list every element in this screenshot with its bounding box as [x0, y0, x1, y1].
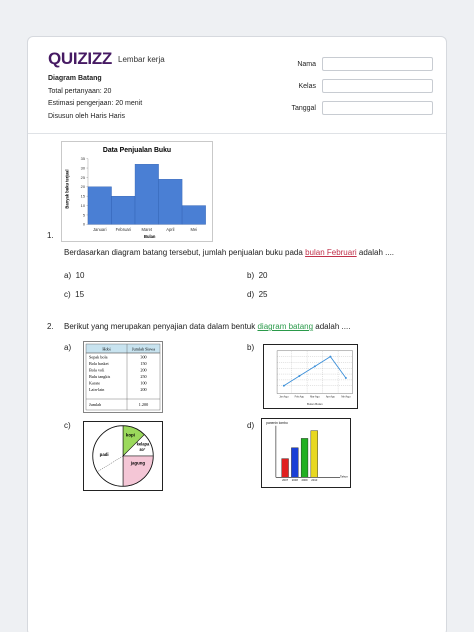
y-tick-label: 35 — [80, 156, 86, 162]
line-chart-tick: Apr Agu — [325, 395, 335, 399]
question-2-number: 2. — [47, 322, 54, 331]
x-tick-label: Maret — [141, 227, 153, 233]
q1-text-part: Berdasarkan diagram batang tersebut, jumlah penjualan buku pada — [64, 248, 306, 257]
x-tick-label: Februari — [115, 227, 131, 233]
sales-bar-chart — [61, 141, 213, 242]
q2-text-part: Berikut yang merupakan penyajian data dalam bentuk — [64, 322, 258, 331]
q2-option-b-label[interactable]: b) — [247, 343, 255, 352]
option-label: c) — [64, 290, 71, 299]
pie-label-jagung: jagung — [130, 460, 146, 466]
option-label: d) — [247, 290, 255, 299]
option-value: 10 — [75, 271, 85, 280]
table-cell: Karate — [89, 380, 101, 386]
name-label: Nama — [297, 60, 316, 68]
option-value: 15 — [75, 290, 85, 299]
date-field[interactable] — [322, 101, 433, 115]
table-total-label: Jumlah — [89, 402, 102, 407]
bar-maret — [135, 164, 159, 224]
q1-option-d[interactable] — [247, 290, 267, 299]
bar-tick-label: 2010 — [311, 479, 318, 483]
bar-tick-label: 2008 — [291, 479, 298, 483]
line-chart-tick: Jan Agu — [279, 395, 289, 399]
question-1-number: 1. — [47, 231, 54, 240]
bar-tick-label: 2007 — [282, 479, 289, 483]
chart-y-label: Banyak buku terjual — [64, 169, 70, 209]
q2-option-c-label[interactable]: c) — [64, 421, 71, 430]
date-row — [278, 97, 433, 119]
option-value: 20 — [258, 271, 268, 280]
logo — [48, 49, 165, 69]
line-chart-image[interactable] — [263, 344, 358, 409]
line-chart-tick: Feb Agu — [294, 395, 305, 399]
line-chart-tick: Mar Agu — [310, 395, 320, 399]
q2-option-d-label[interactable]: d) — [247, 421, 255, 430]
table-cell: 300 — [140, 354, 147, 360]
quizizz-logo: QUIZIZZ — [48, 49, 112, 68]
table-cell: 100 — [140, 380, 147, 386]
worksheet-title: Diagram Batang — [48, 75, 102, 82]
bar-april — [159, 179, 183, 224]
table-cell: Bola voli — [89, 367, 105, 373]
author: Disusun oleh Haris Haris — [48, 112, 126, 120]
name-field[interactable] — [322, 57, 433, 71]
line-chart-tick: Mei Agu — [341, 395, 351, 399]
table-total-value: 1.200 — [138, 402, 149, 407]
table-header: Hobi — [102, 346, 111, 352]
pie-label-padi: padi — [99, 452, 109, 457]
class-field[interactable] — [322, 79, 433, 93]
x-tick-label: April — [166, 227, 175, 233]
option-value: 25 — [258, 290, 268, 299]
bar-tick-label: 2009 — [301, 479, 308, 483]
y-tick-label: 0 — [82, 221, 86, 227]
q2-option-a-label[interactable]: a) — [64, 343, 72, 352]
pie-label-angle: 80° — [139, 447, 146, 453]
worksheet-page — [27, 36, 447, 632]
x-tick-label: Januari — [93, 227, 107, 233]
table-header: Jumlah Siswa — [131, 346, 156, 352]
q2-highlight: diagram batang — [257, 322, 314, 331]
y-tick-label: 25 — [80, 174, 86, 180]
pie-label-kopi: kopi — [125, 432, 135, 438]
hobby-table-image[interactable] — [83, 341, 163, 413]
bar-2009 — [301, 438, 308, 477]
question-2-text — [64, 322, 350, 331]
y-tick-label: 20 — [80, 184, 86, 190]
q1-option-b[interactable] — [247, 271, 267, 280]
question-1-text — [64, 248, 394, 257]
bar-januari — [88, 187, 112, 225]
bar-2007 — [282, 459, 289, 478]
worksheet-meta — [48, 73, 142, 123]
table-cell: Bola basket — [89, 361, 109, 366]
y-tick-label: 10 — [80, 202, 86, 208]
table-cell: 150 — [140, 361, 147, 366]
name-row — [278, 53, 433, 75]
bar-2010 — [311, 431, 318, 478]
q2-text-end: adalah .... — [313, 322, 351, 331]
table-cell: Sepak bola — [89, 354, 108, 360]
bar-2008 — [291, 448, 298, 478]
q1-option-a[interactable] — [64, 271, 84, 280]
estimated-time: Estimasi pengerjaan: 20 menit — [48, 100, 143, 107]
x-tick-label: Mei — [190, 227, 198, 233]
y-tick-label: 5 — [82, 212, 86, 218]
line-chart-x-label: Bulan Bulan — [307, 402, 323, 407]
y-tick-label: 15 — [80, 193, 86, 199]
table-cell: Bulu tangkis — [89, 374, 111, 379]
total-questions: Total pertanyaan: 20 — [48, 87, 112, 95]
table-cell: Lain-lain — [89, 387, 105, 392]
date-label: Tanggal — [291, 104, 316, 112]
bar-chart-x-label: Tahun — [340, 474, 348, 479]
option-label: a) — [64, 271, 72, 280]
table-cell: 250 — [140, 374, 147, 379]
bar-chart-title: panenin lombo — [266, 420, 288, 425]
worksheet-label: Lembar kerja — [118, 54, 165, 64]
table-cell: 200 — [140, 387, 147, 392]
pie-label-kelapa: kelapa — [136, 441, 150, 447]
class-label: Kelas — [298, 82, 316, 90]
y-tick-label: 30 — [80, 165, 86, 171]
header-divider — [28, 133, 446, 134]
chart-title: Data Penjualan Buku — [102, 146, 172, 154]
option-label: b) — [247, 271, 255, 280]
class-row — [278, 75, 433, 97]
q1-text-end: adalah .... — [356, 248, 395, 257]
bar-februari — [112, 196, 136, 224]
bar-mei — [182, 206, 206, 225]
q1-option-c[interactable] — [64, 290, 84, 299]
q1-highlight: bulan Februari — [305, 248, 357, 257]
table-cell: 200 — [140, 367, 147, 373]
student-form — [278, 53, 433, 119]
chart-x-label: Bulan — [144, 234, 156, 240]
bar-chart-image[interactable] — [261, 418, 351, 488]
pie-chart-image[interactable] — [83, 421, 163, 491]
